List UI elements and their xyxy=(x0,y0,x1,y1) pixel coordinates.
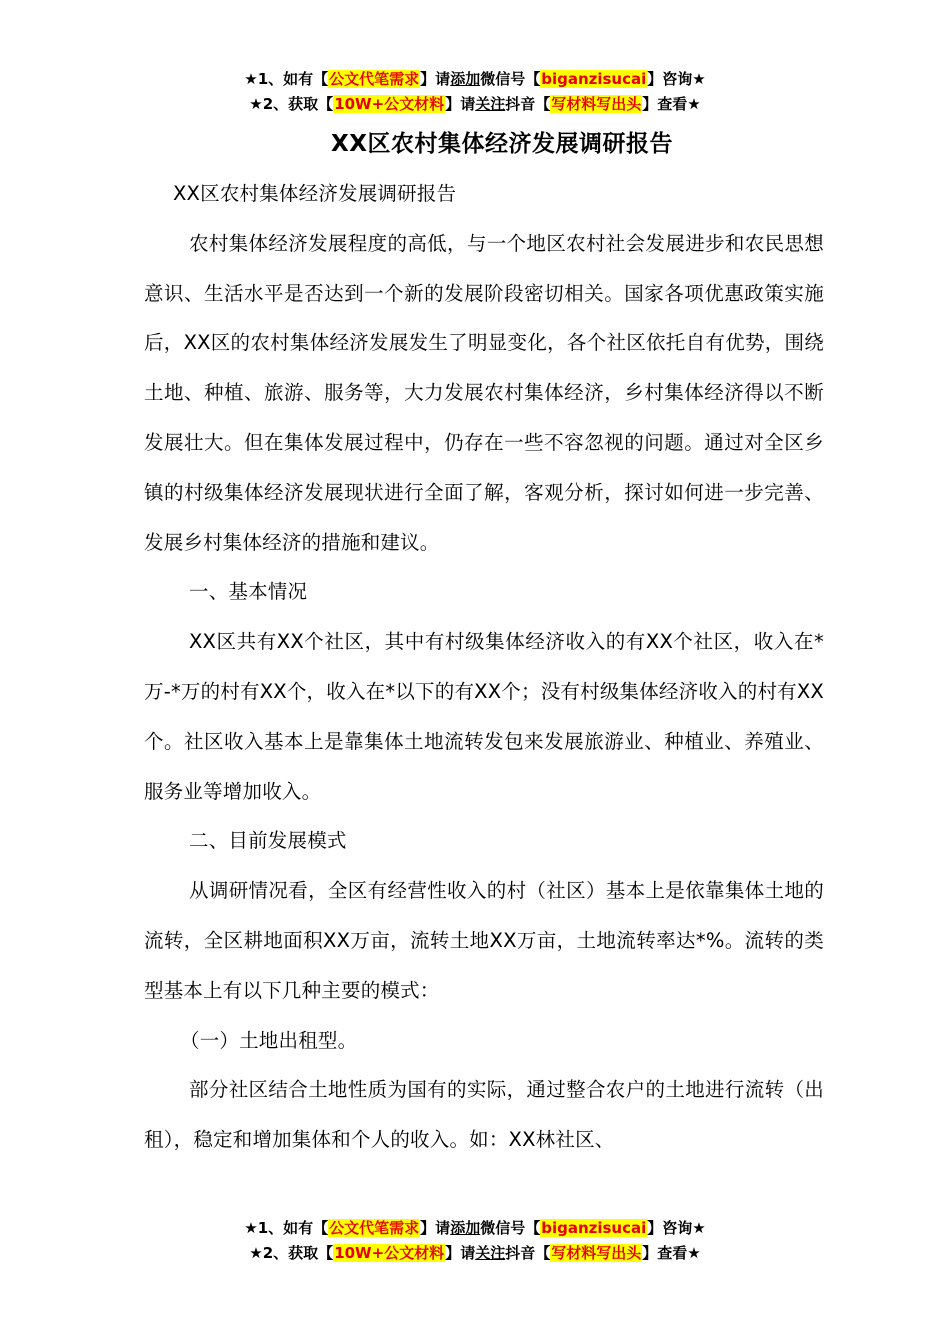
body-paragraph: 部分社区结合土地性质为国有的实际，通过整合农户的土地进行流转（出租），稳定和增加集体和个人的收入。如：XX林社区、 xyxy=(144,1078,824,1152)
banner-text: 抖音【 xyxy=(505,95,551,113)
highlight-douyin-account: 写材料写出头 xyxy=(551,1244,642,1262)
banner-text: ★2、获取【 xyxy=(249,1244,334,1262)
banner-text: 】咨询★ xyxy=(647,70,706,88)
highlight-wechat-id: biganzisucai xyxy=(541,70,647,88)
banner-text: ★1、如有【 xyxy=(244,70,329,88)
banner-line-1 xyxy=(0,67,950,92)
section-heading: 一、基本情况 xyxy=(189,580,308,604)
highlight-service: 公文代笔需求 xyxy=(329,70,420,88)
body-paragraph: XX区共有XX个社区，其中有村级集体经济收入的有XX个社区，收入在*万-*万的村有XX个，收入在*以下的有XX个；没有村级集体经济收入的村有XX个。社区收入基本上是靠集体土地流转发包来发展旅游业、种植业、养殖业、服务业等增加收入。 xyxy=(144,630,824,803)
subtitle-paragraph: XX区农村集体经济发展调研报告 xyxy=(173,182,457,205)
section-heading: 二、目前发展模式 xyxy=(189,829,347,853)
subsection-heading: （一）土地出租型。 xyxy=(180,1028,358,1052)
highlight-wechat-id: biganzisucai xyxy=(541,1219,647,1237)
banner-text: ★1、如有【 xyxy=(244,1219,329,1237)
underlined-text: 关注 xyxy=(475,1244,506,1262)
banner-line-1 xyxy=(0,1216,950,1241)
banner-text: 】请 xyxy=(420,1219,451,1237)
document-body xyxy=(144,169,824,1165)
banner-text: 微信号【 xyxy=(480,70,541,88)
banner-line-2 xyxy=(0,92,950,117)
underlined-text: 关注 xyxy=(475,95,506,113)
banner-text: 】请 xyxy=(445,95,476,113)
highlight-materials: 10W+公文材料 xyxy=(334,1244,445,1262)
underlined-text: 添加 xyxy=(450,1219,481,1237)
banner-text: ★2、获取【 xyxy=(249,95,334,113)
banner-line-2 xyxy=(0,1241,950,1266)
highlight-douyin-account: 写材料写出头 xyxy=(551,95,642,113)
highlight-materials: 10W+公文材料 xyxy=(334,95,445,113)
banner-text: 抖音【 xyxy=(505,1244,551,1262)
underlined-text: 添加 xyxy=(450,70,481,88)
banner-text: 】请 xyxy=(420,70,451,88)
document-title: XX区农村集体经济发展调研报告 xyxy=(331,131,673,157)
banner-text: 】查看★ xyxy=(642,95,701,113)
intro-paragraph: 农村集体经济发展程度的高低，与一个地区农村社会发展进步和农民思想意识、生活水平是否达到一个新的发展阶段密切相关。国家各项优惠政策实施后，XX区的农村集体经济发展发生了明显变化，各个社区依托自有优势，围绕土地、种植、旅游、服务等，大力发展农村集体经济，乡村集体经济得以不断发展壮大。但在集体发展过程中，仍存在一些不容忽视的问题。通过对全区乡镇的村级集体经济发展现状进行全面了解，客观分析，探讨如何进一步完善、发展乡村集体经济的措施和建议。 xyxy=(144,231,824,554)
footer-banner xyxy=(0,1216,950,1266)
highlight-service: 公文代笔需求 xyxy=(329,1219,420,1237)
banner-text: 】查看★ xyxy=(642,1244,701,1262)
banner-text: 】请 xyxy=(445,1244,476,1262)
banner-text: 】咨询★ xyxy=(647,1219,706,1237)
body-paragraph: 从调研情况看，全区有经营性收入的村（社区）基本上是依靠集体土地的流转，全区耕地面积XX万亩，流转土地XX万亩，土地流转率达*%。流转的类型基本上有以下几种主要的模式： xyxy=(144,879,824,1002)
header-banner xyxy=(0,67,950,117)
banner-text: 微信号【 xyxy=(480,1219,541,1237)
